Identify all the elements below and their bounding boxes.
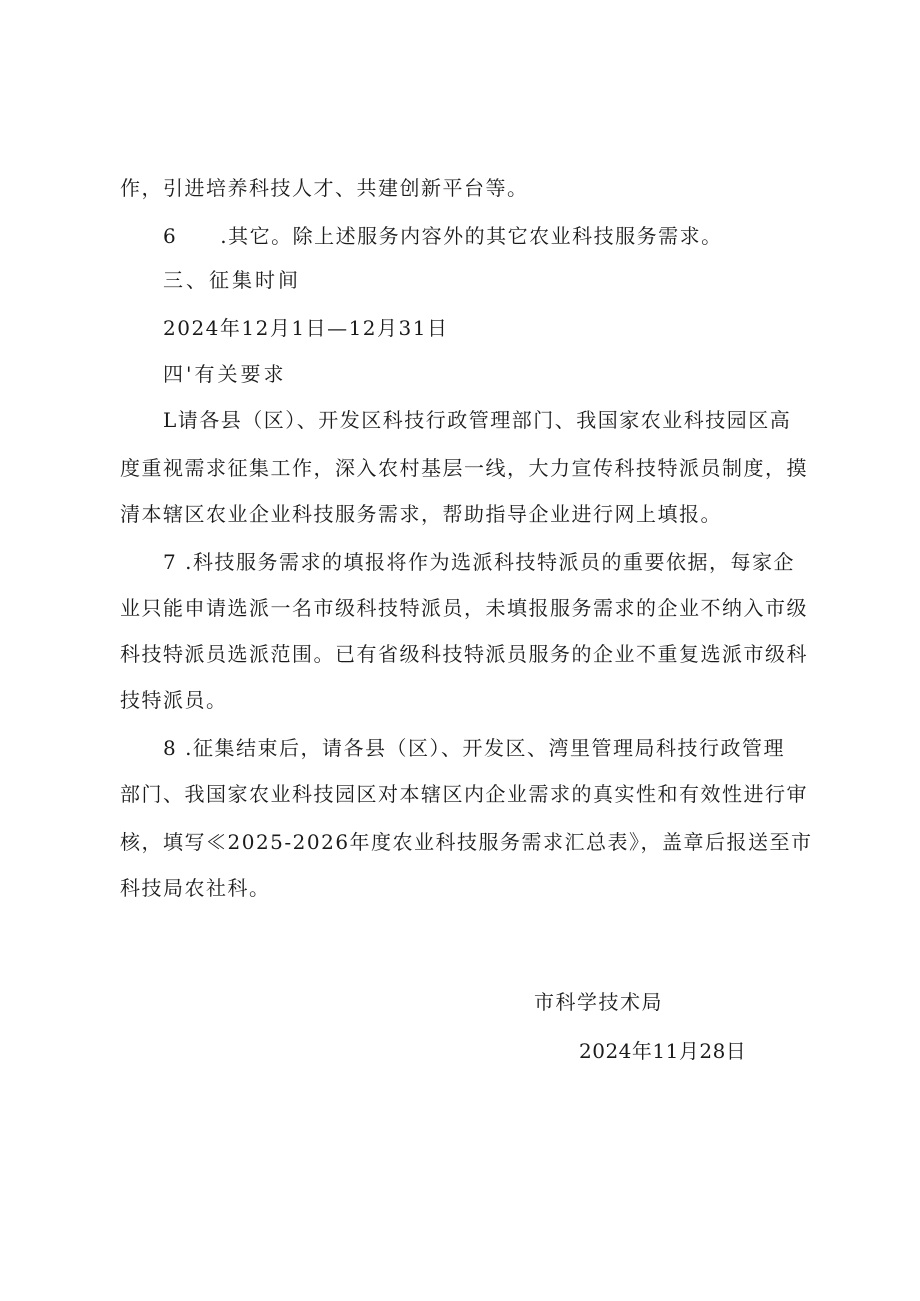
- item-6-other: 6 .其它。除上述服务内容外的其它农业科技服务需求。: [163, 224, 723, 248]
- paragraph-line: L请各县（区）、开发区科技行政管理部门、我国家农业科技园区高: [163, 408, 792, 432]
- paragraph-line: 部门、我国家农业科技园区对本辖区内企业需求的真实性和有效性进行审: [120, 782, 808, 806]
- paragraph-line: 科技特派员选派范围。已有省级科技特派员服务的企业不重复选派市级科: [120, 642, 808, 666]
- paragraph-line: 作，引进培养科技人才、共建创新平台等。: [120, 176, 529, 200]
- paragraph-line: 科技局农社科。: [120, 876, 271, 900]
- paragraph-line: 技特派员。: [120, 688, 228, 712]
- paragraph-line: 度重视需求征集工作，深入农村基层一线，大力宣传科技特派员制度，摸: [120, 456, 808, 480]
- paragraph-line: 8 .征集结束后，请各县（区）、开发区、湾里管理局科技行政管理: [163, 736, 785, 760]
- paragraph-line: 7 .科技服务需求的填报将作为选派科技特派员的重要依据，每家企: [163, 550, 795, 574]
- section-heading-requirements: 四'有关要求: [163, 362, 287, 386]
- signature-date: 2024年11月28日: [579, 1039, 747, 1063]
- signature-organization: 市科学技术局: [534, 990, 663, 1014]
- paragraph-line: 业只能申请选派一名市级科技特派员，未填报服务需求的企业不纳入市级: [120, 596, 808, 620]
- section-heading-collection-time: 三、征集时间: [163, 268, 301, 292]
- collection-date-range: 2024年12月1日—12月31日: [163, 316, 449, 340]
- paragraph-line: 核，填写≪2025-2026年度农业科技服务需求汇总表》，盖章后报送至市: [120, 830, 813, 854]
- paragraph-line: 清本辖区农业企业科技服务需求，帮助指导企业进行网上填报。: [120, 502, 722, 526]
